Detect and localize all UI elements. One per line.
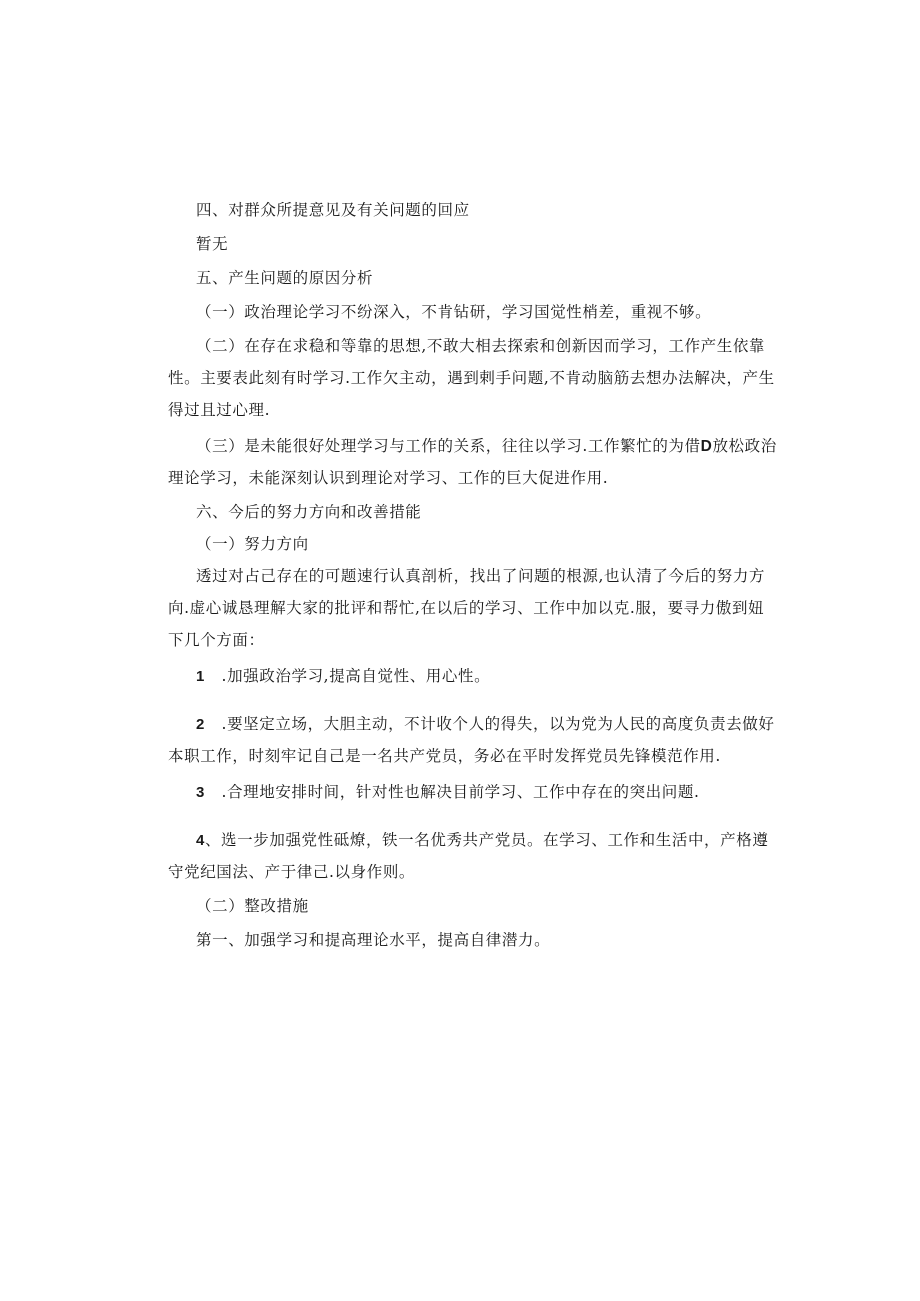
cause-item-2-line-3: 得过且过心理. — [168, 401, 271, 419]
cause-item-3-letter: D — [700, 438, 713, 455]
point-2-text-line-1: .要坚定立场，大胆主动，不计收个人的得失，以为党为人民的高度负责去做好 — [221, 715, 775, 733]
cause-item-3-text-a: （三）是未能很好处理学习与工作的关系，往往以学习.工作繁忙的为借 — [196, 437, 701, 455]
section-4-heading: 四、对群众所提意见及有关问题的回应 — [196, 201, 470, 219]
direction-intro-line-3: 下几个方面： — [168, 631, 265, 649]
point-4-number: 4 — [196, 832, 205, 849]
cause-item-2-line-2: 性。主要表此刻有时学习.工作欠主动，遇到剌手问题,不肯动脑筋去想办法解决，产生 — [168, 369, 775, 387]
point-3-text: .合理地安排时间，针对性也解决目前学习、工作中存在的突出问题. — [221, 783, 700, 801]
direction-intro-line-2: 向.虚心诚恳理解大家的批评和帮忙,在以后的学习、工作中加以克.服，要寻力傲到妞 — [168, 599, 765, 617]
direction-point-4-line-1 — [196, 830, 768, 851]
direction-point-2-line-2: 本职工作，时刻牢记自己是一名共产党员，务必在平时发挥党员先锋模范作用. — [168, 747, 721, 765]
cause-item-2-line-1: （二）在存在求稳和等靠的思想,不敢大相去探索和创新因而学习，工作产生依靠 — [196, 337, 766, 355]
point-1-text: .加强政治学习,提高自觉性、用心性。 — [221, 667, 491, 685]
cause-item-1: （一）政治理论学习不纷深入，不肯钻研，学习国觉性梢差，重视不够。 — [196, 303, 712, 321]
direction-point-3 — [196, 782, 700, 803]
direction-point-1 — [196, 666, 490, 687]
point-1-number: 1 — [196, 668, 205, 685]
cause-item-3-line-1 — [196, 436, 777, 457]
section-4-body: 暂无 — [196, 235, 229, 253]
section-6-heading: 六、今后的努力方向和改善措能 — [196, 503, 422, 521]
cause-item-3-line-2: 理论学习，未能深刻认识到理论对学习、工作的巨大促进作用. — [168, 469, 609, 487]
section-5-heading: 五、产生问题的原因分析 — [196, 269, 374, 287]
cause-item-3-text-c: 放松政治 — [712, 437, 777, 455]
point-3-number: 3 — [196, 784, 205, 801]
direction-point-2-line-1 — [196, 714, 774, 735]
direction-point-4-line-2: 守党纪国法、产于律己.以身作则。 — [168, 863, 416, 881]
point-4-text-line-1: 、选一步加强党性砥燎，铁一名优秀共产党员。在学习、工作和生活中，产格遵 — [204, 831, 769, 849]
direction-intro-line-1: 透过对占己存在的可题速行认真剖析，找出了问题的根源,也认清了今后的努力方 — [196, 567, 766, 585]
point-2-number: 2 — [196, 716, 205, 733]
measure-1: 第一、加强学习和提高理论水平，提高自律潜力。 — [196, 931, 551, 949]
subsection-direction-heading: （一）努力方向 — [196, 535, 309, 553]
subsection-measures-heading: （二）整改措施 — [196, 897, 309, 915]
